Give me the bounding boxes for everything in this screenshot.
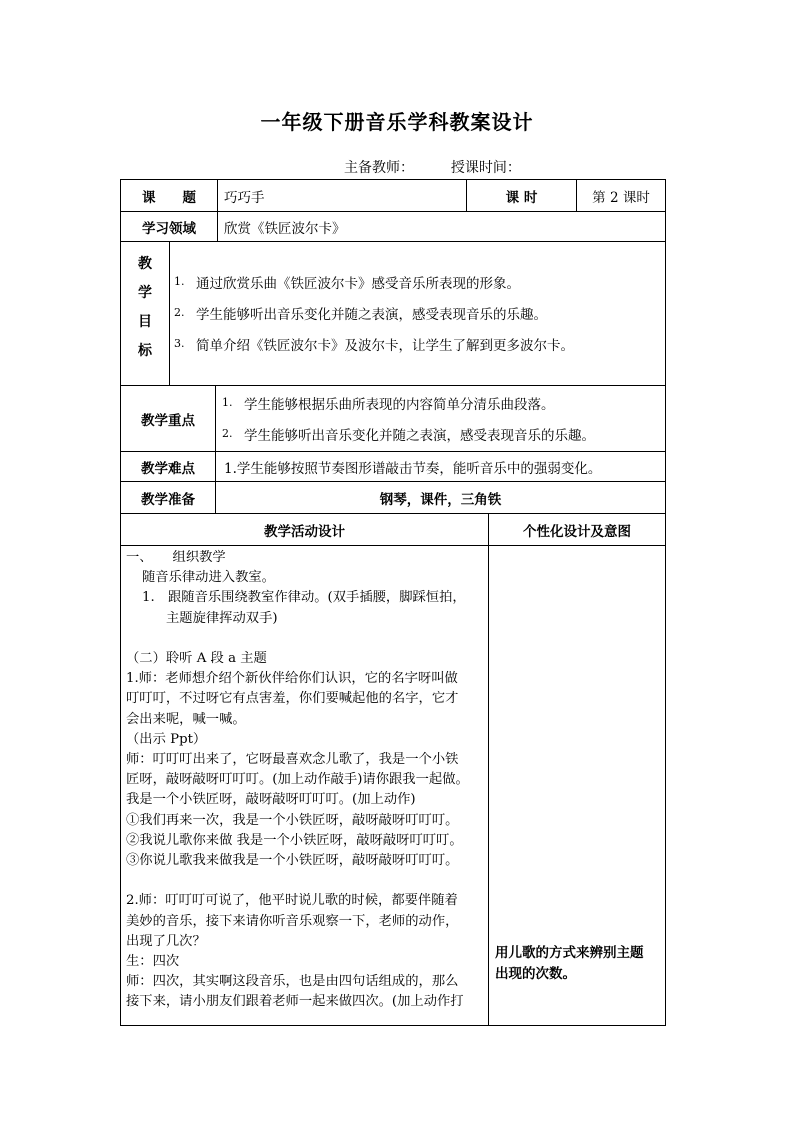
key-point-item: 2. 学生能够听出音乐变化并随之表演，感受表现音乐的乐趣。 <box>222 427 595 444</box>
activity-line: 师：叮叮叮出来了，它呀最喜欢念儿歌了，我是一个小铁 <box>126 752 459 768</box>
activity-line: 2.师：叮叮叮可说了，他平时说儿歌的时候，都要伴随着 <box>126 893 458 909</box>
meta-line <box>344 157 521 177</box>
activity-content <box>126 548 486 1013</box>
teacher-label: 主备教师： <box>344 160 414 176</box>
activity-line <box>126 629 486 649</box>
objective-item: 1. 通过欣赏乐曲《铁匠波尔卡》感受音乐所表现的形象。 <box>174 275 520 292</box>
activity-line: ③你说儿歌我来做我是一个小铁匠呀，敲呀敲呀叮叮叮。 <box>126 853 459 869</box>
objectives-label: 教 学 目 标 <box>138 256 152 359</box>
activity-line: 1. 跟随音乐围绕教室作律动。(双手插腰，脚踩恒拍， <box>142 590 466 606</box>
period-label: 课 时 <box>505 189 538 206</box>
activity-design-header: 教学活动设计 <box>264 523 345 540</box>
activity-line: 匠呀，敲呀敲呀叮叮叮。(加上动作敲手)请你跟我一起做。 <box>126 772 469 788</box>
activity-line: 一、 组织教学 <box>126 550 226 565</box>
activity-line: 美妙的音乐，接下来请你听音乐观察一下，老师的动作， <box>126 913 459 929</box>
activity-line: 我是一个小铁匠呀，敲呀敲呀叮叮叮。(加上动作) <box>126 792 416 808</box>
key-points-label: 教学重点 <box>141 412 195 429</box>
topic-label: 课 题 <box>142 189 196 206</box>
activity-line: 生：四次 <box>126 954 180 970</box>
activity-line: 主题旋律挥动双手) <box>166 610 278 626</box>
intent-note: 用儿歌的方式来辨别主题 出现的次数。 <box>495 945 644 982</box>
activity-line: （出示 Ppt） <box>126 731 207 747</box>
time-label: 授课时间： <box>450 160 521 176</box>
domain-value: 欣赏《铁匠波尔卡》 <box>224 220 346 237</box>
objectives-list <box>174 266 574 359</box>
preparation-value: 钢琴，课件，三角铁 <box>379 491 502 508</box>
activity-line: 叮叮叮，不过呀它有点害羞，你们要喊起他的名字，它才 <box>126 691 459 707</box>
activity-line: 会出来呢，喊一喊。 <box>126 711 246 727</box>
objective-item: 3. 简单介绍《铁匠波尔卡》及波尔卡，让学生了解到更多波尔卡。 <box>174 337 574 354</box>
preparation-label: 教学准备 <box>141 491 195 508</box>
activity-line <box>126 871 486 891</box>
domain-label: 学习领域 <box>142 220 196 237</box>
page-title: 一年级下册音乐学科教案设计 <box>260 110 534 134</box>
activity-line: （二）聆听 A 段 a 主题 <box>126 651 267 667</box>
activity-line: 随音乐律动进入教室。 <box>142 570 275 586</box>
key-points-list <box>222 387 662 449</box>
activity-line: 接下来，请小朋友们跟着老师一起来做四次。(加上动作打 <box>126 994 464 1010</box>
activity-line: ②我说儿歌你来做 我是一个小铁匠呀，敲呀敲呀叮叮叮。 <box>126 832 463 848</box>
difficulty-value: 1.学生能够按照节奏图形谱敲击节奏，能听音乐中的强弱变化。 <box>224 460 602 477</box>
period-value: 第 2 课时 <box>592 189 650 206</box>
key-point-item: 1. 学生能够根据乐曲所表现的内容简单分清乐曲段落。 <box>222 396 555 413</box>
objective-item: 2. 学生能够听出音乐变化并随之表演，感受表现音乐的乐趣。 <box>174 306 547 323</box>
activity-line: 1.师：老师想介绍个新伙伴给你们认识，它的名字呀叫做 <box>126 671 458 687</box>
activity-intent-header: 个性化设计及意图 <box>523 523 631 540</box>
topic-value: 巧巧手 <box>224 189 265 206</box>
activity-line: 出现了几次？ <box>126 933 206 949</box>
activity-line: 师：四次，其实啊这段音乐，也是由四句话组成的，那么 <box>126 974 459 990</box>
activity-line: ①我们再来一次，我是一个小铁匠呀，敲呀敲呀叮叮叮。 <box>126 812 459 828</box>
difficulty-label: 教学难点 <box>141 460 195 477</box>
